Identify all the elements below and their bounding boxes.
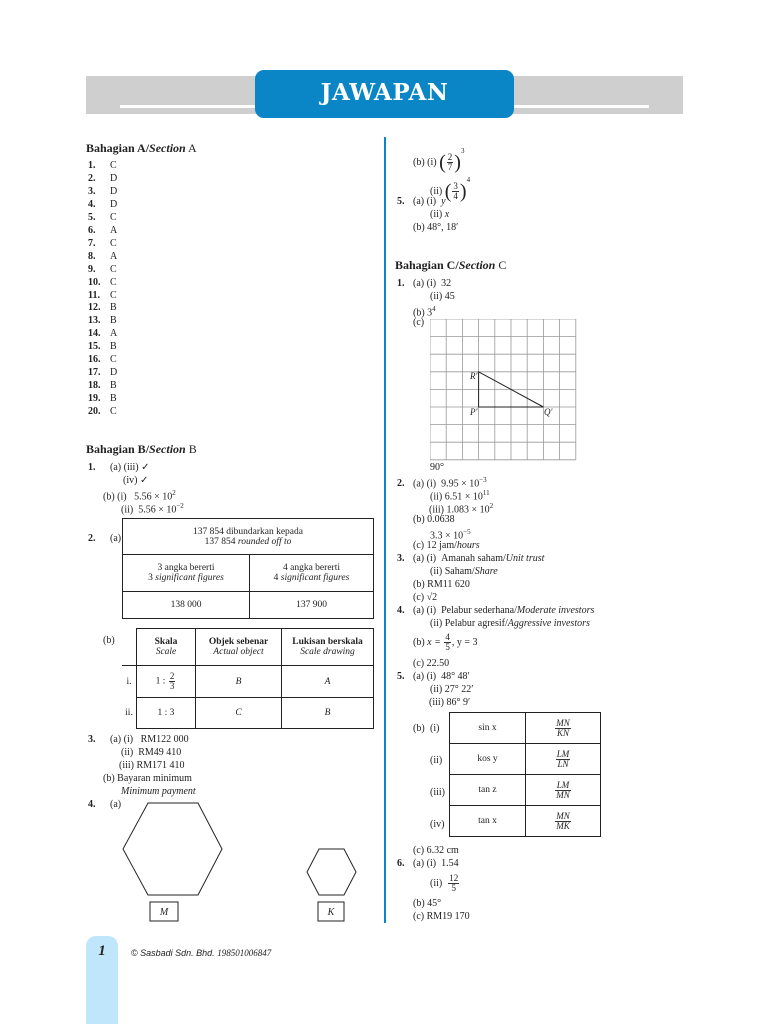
- trig-function: tan x: [450, 806, 526, 837]
- b4-a-label: 4. (a): [88, 799, 122, 810]
- answer-number: 12.: [88, 302, 101, 314]
- c3-b: (b) RM11 620: [413, 579, 470, 590]
- column-divider: [384, 137, 386, 923]
- b2-b-label: (b): [103, 635, 115, 646]
- answer-number: 13.: [88, 315, 101, 327]
- c3-a-ii: (ii) Saham/Share: [430, 566, 498, 577]
- page-title: JAWAPAN: [255, 70, 514, 118]
- answer-choice: B: [110, 315, 117, 327]
- answer-row: [88, 353, 117, 366]
- rounding-val-3sf: 138 000: [123, 592, 250, 619]
- label-k: K: [327, 907, 335, 918]
- actual-object-header: Objek sebenar Actual object: [196, 629, 282, 666]
- b1-a-iv: (iv) ✓: [123, 475, 149, 486]
- trig-ratio: $\frac{LM}{LN}$: [526, 744, 601, 775]
- answer-row: [88, 379, 117, 392]
- answer-row: [88, 405, 117, 418]
- trig-ratio: $\frac{MN}{MK}$: [526, 806, 601, 837]
- label-m: M: [159, 907, 169, 918]
- b3-a-ii: (ii) RM49 410: [121, 747, 182, 758]
- b3-a-iii: (iii) RM171 410: [119, 760, 185, 771]
- c5-b-label: (b): [413, 723, 425, 734]
- scale-table: [122, 628, 374, 729]
- c1-c: (c): [413, 317, 425, 328]
- hexagon-k: [307, 849, 356, 895]
- answer-row: [88, 301, 117, 314]
- answer-choice: C: [110, 354, 117, 366]
- c2-c: (c) 12 jam/hours: [413, 540, 480, 551]
- c3-c: (c) √2: [413, 592, 438, 603]
- c1-a-ii: (ii) 45: [430, 291, 455, 302]
- answer-row: [88, 327, 117, 340]
- b3-b: (b) Bayaran minimum: [103, 773, 192, 784]
- c5-a-iii: (iii) 86° 9′: [429, 697, 471, 708]
- trig-function: kos y: [450, 744, 526, 775]
- trig-row-label: (iv): [430, 819, 445, 830]
- section-a-heading: Bahagian A/Section A: [86, 141, 197, 155]
- answer-row: [88, 392, 117, 405]
- trig-row-label: (iii): [430, 787, 445, 798]
- actual-object-cell: C: [196, 698, 282, 729]
- answer-row: [88, 198, 117, 211]
- c6-b: (b) 45°: [413, 898, 442, 909]
- answer-choice: B: [110, 393, 117, 405]
- answer-number: 11.: [88, 289, 100, 301]
- c4-a-ii: (ii) Pelabur agresif/Aggressive investors: [430, 618, 590, 629]
- section-c-heading: Bahagian C/Section C: [395, 258, 507, 272]
- answer-choice: C: [110, 211, 117, 223]
- r4-b-ii: (ii) ( $\frac{3}{4}$ )$^4$: [430, 176, 471, 203]
- scale-drawing-cell: B: [282, 698, 374, 729]
- c5-a-i: 5. (a) (i) 48° 48′: [397, 671, 470, 682]
- answer-row: [88, 340, 117, 353]
- answer-number: 18.: [88, 380, 101, 392]
- c5-c: (c) 6.32 cm: [413, 845, 459, 856]
- answer-number: 5.: [88, 211, 96, 223]
- answer-row: [88, 314, 117, 327]
- c5-a-ii: (ii) 27° 22′: [430, 684, 474, 695]
- r5-a-i: 5. (a) (i) y: [397, 196, 446, 207]
- answer-number: 20.: [88, 406, 101, 418]
- answer-number: 3.: [88, 185, 96, 197]
- scale-header: Skala Scale: [137, 629, 196, 666]
- r5-a-ii: (ii) x: [430, 209, 450, 220]
- answer-row: [88, 185, 117, 198]
- answer-number: 4.: [88, 198, 96, 210]
- rounding-table: [122, 518, 374, 619]
- answer-number: 15.: [88, 341, 101, 353]
- answer-row: [88, 159, 117, 172]
- section-b-heading: Bahagian B/Section B: [86, 442, 197, 456]
- c1-a-i: 1. (a) (i) 32: [397, 278, 452, 289]
- c1-b: (b) $3^4$: [413, 305, 436, 319]
- b1-b-i: (b) (i) $5.56 \times 10^2$: [103, 489, 176, 503]
- answer-row: [88, 172, 117, 185]
- answer-choice: B: [110, 380, 117, 392]
- answer-row: [88, 263, 117, 276]
- answer-number: 6.: [88, 224, 96, 236]
- point-p: P′: [470, 407, 478, 417]
- answer-row: [88, 237, 117, 250]
- answer-number: 1.: [88, 160, 96, 171]
- point-q: Q′: [544, 407, 553, 417]
- answer-choice: C: [110, 237, 117, 249]
- c6-c: (c) RM19 170: [413, 911, 470, 922]
- c2-b-2: $3.3 \times 10^{-5}$: [430, 528, 471, 542]
- answer-number: 17.: [88, 367, 101, 379]
- page-number: 1: [98, 943, 106, 959]
- rounding-val-4sf: 137 900: [250, 592, 374, 619]
- rounding-col-4sf: 4 angka bererti 4 significant figures: [250, 555, 374, 592]
- trig-row-label: (i): [430, 723, 440, 734]
- answer-choice: B: [110, 302, 117, 314]
- r5-b: (b) 48°, 18′: [413, 222, 459, 233]
- trig-ratio: $\frac{LM}{MN}$: [526, 775, 601, 806]
- c3-a-i: 3. (a) (i) Amanah saham/Unit trust: [397, 553, 545, 564]
- answer-choice: C: [110, 406, 117, 418]
- copyright: © Sasbadi Sdn. Bhd. 198501006847: [131, 948, 272, 958]
- r4-b-i: (b) (i) ( $\frac{2}{7}$ )$^3$: [413, 147, 465, 174]
- b2-a-label: 2. (a): [88, 533, 122, 544]
- answer-row: [88, 289, 117, 302]
- b1-a-iii: 1. (a) (iii) ✓: [88, 462, 150, 473]
- answer-choice: B: [110, 341, 117, 353]
- trig-row-label: (ii): [430, 755, 443, 766]
- answer-row: [88, 366, 117, 379]
- answer-choice: D: [110, 367, 118, 379]
- answer-choice: C: [110, 276, 117, 288]
- trig-ratio-table: [449, 712, 601, 837]
- hexagon-m: [123, 803, 222, 895]
- rounding-col-3sf: 3 angka bererti 3 significant figures: [123, 555, 250, 592]
- answer-number: 19.: [88, 393, 101, 405]
- answer-row: [88, 211, 117, 224]
- b3-b-en: Minimum payment: [121, 786, 196, 797]
- trig-function: sin x: [450, 713, 526, 744]
- answer-choice: A: [110, 328, 118, 340]
- c4-b: (b) x = $\frac{4}{5}$ , y = 3: [413, 632, 478, 652]
- answer-choice: D: [110, 185, 118, 197]
- scale-row-label: ii.: [125, 708, 133, 718]
- answer-number: 8.: [88, 250, 96, 262]
- answer-number: 16.: [88, 354, 101, 366]
- c2-a-i: 2. (a) (i) $9.95 \times 10^{-3}$: [397, 476, 487, 490]
- answer-number: 14.: [88, 328, 101, 340]
- answer-row: [88, 250, 117, 263]
- answer-choice: C: [110, 160, 117, 171]
- transformation-grid: [430, 319, 580, 461]
- scale-drawing-header: Lukisan berskala Scale drawing: [282, 629, 374, 666]
- answer-choice: C: [110, 289, 117, 301]
- answer-number: 9.: [88, 263, 96, 275]
- c2-b: (b) 0.0638: [413, 514, 455, 525]
- trig-function: tan z: [450, 775, 526, 806]
- answer-choice: A: [110, 224, 118, 236]
- b3-a-i: 3. (a) (i) RM122 000: [88, 734, 189, 745]
- answer-number: 7.: [88, 237, 96, 249]
- rounding-header: 137 854 dibundarkan kepada 137 854 rounded off to: [123, 519, 374, 555]
- scale-drawing-cell: A: [282, 666, 374, 698]
- point-r: R′: [470, 371, 478, 381]
- answer-row: [88, 276, 117, 289]
- scale-row-label: i.: [126, 676, 132, 687]
- answer-row: [88, 224, 117, 237]
- scale-cell: 1 : 3: [137, 698, 196, 729]
- answer-choice: D: [110, 198, 118, 210]
- answer-choice: C: [110, 263, 117, 275]
- answer-number: 10.: [88, 276, 101, 288]
- scale-cell: 1 : $\frac{2}{3}$: [137, 666, 196, 698]
- answer-choice: A: [110, 250, 118, 262]
- c6-a-ii: (ii) $\frac{12}{5}$: [430, 873, 459, 893]
- actual-object-cell: B: [196, 666, 282, 698]
- c6-a-i: 6. (a) (i) 1.54: [397, 858, 459, 869]
- c2-a-iii: (iii) $1.083 \times 10^2$: [429, 502, 494, 516]
- b1-b-ii: (ii) $5.56 \times 10^{-2}$: [121, 502, 184, 516]
- c1-angle: 90°: [430, 462, 444, 473]
- c4-c: (c) 22.50: [413, 658, 450, 669]
- answer-number: 2.: [88, 172, 96, 184]
- c4-a-i: 4. (a) (i) Pelabur sederhana/Moderate investors: [397, 605, 595, 616]
- c2-a-ii: (ii) $6.51 \times 10^{11}$: [430, 489, 490, 503]
- answer-choice: D: [110, 172, 118, 184]
- trig-ratio: $\frac{MN}{KN}$: [526, 713, 601, 744]
